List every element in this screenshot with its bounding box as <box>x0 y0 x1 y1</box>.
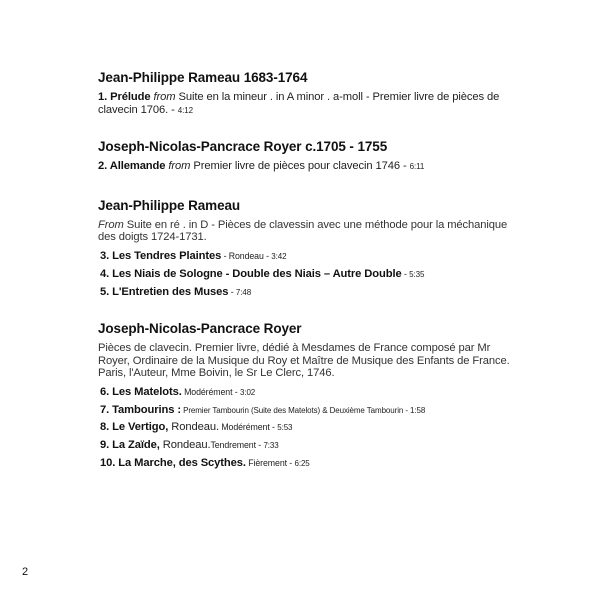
track-detail: - Rondeau - <box>221 250 272 261</box>
track-number-title: 1. Prélude <box>98 91 151 103</box>
track-duration: 3:42 <box>271 251 287 261</box>
track-title: 3. Les Tendres Plaintes <box>100 249 222 262</box>
from-word: From <box>98 218 124 231</box>
track-form: Rondeau. <box>159 439 211 452</box>
track-detail: Modérément - <box>218 422 278 433</box>
suite-description <box>98 219 518 244</box>
tracklist-page <box>98 70 518 493</box>
track-duration: 7:48 <box>235 287 252 297</box>
track-3 <box>98 250 518 264</box>
track-1 <box>98 91 518 117</box>
track-detail: - <box>401 268 410 279</box>
track-9 <box>98 439 518 453</box>
track-6 <box>98 386 518 400</box>
track-list <box>98 386 518 471</box>
composer-heading: Jean-Philippe Rameau <box>98 197 241 213</box>
track-detail: Tendrement - <box>210 440 264 451</box>
track-duration: 5:35 <box>409 269 425 279</box>
from-word: from <box>168 160 191 173</box>
track-form: Rondeau. <box>168 421 219 434</box>
track-duration: 3:02 <box>239 387 256 397</box>
track-2 <box>98 160 518 174</box>
collection-description: Pièces de clavecin. Premier livre, dédié à Mesdames de France composé par Mr Royer, Ordinaire de la Musique du Roy et Maître de Musique des Enfants de France. Paris, l'Auteur, Mme Boivin, le Sr Le Clerc, 1746. <box>98 342 510 380</box>
track-title: 5. L'Entretien des Muses <box>100 285 229 298</box>
composer-heading: Jean-Philippe Rameau 1683-1764 <box>98 70 308 85</box>
section-rameau-1 <box>98 70 518 117</box>
track-duration: 5:53 <box>277 423 293 433</box>
track-5 <box>98 286 518 300</box>
track-title: 10. La Marche, des Scythes. <box>100 457 246 470</box>
from-word: from <box>153 91 176 103</box>
suite-description-text: Suite en ré . in D - Pièces de clavessin avec une méthode pour la méchanique des doigts 1724-1731. <box>98 218 508 244</box>
track-7 <box>98 404 518 418</box>
page-number: 2 <box>22 566 29 578</box>
track-duration: 7:33 <box>263 441 279 451</box>
track-source: Suite en la mineur . in A minor . a-moll - Premier livre de pièces de clavecin 1706. - <box>98 91 500 116</box>
track-title: 8. Le Vertigo, <box>100 421 169 434</box>
section-royer-1 <box>98 139 518 174</box>
track-duration: 6:11 <box>409 162 425 172</box>
track-source: Premier livre de pièces pour clavecin 1746 - <box>190 160 410 173</box>
section-rameau-2 <box>98 198 518 299</box>
track-detail: Modérément - <box>181 386 240 397</box>
track-10 <box>98 457 518 471</box>
track-title: 7. Tambourins : <box>100 403 181 416</box>
track-detail: Fièrement - <box>245 458 295 469</box>
track-duration: 4:12 <box>177 105 193 115</box>
composer-heading: Joseph-Nicolas-Pancrace Royer c.1705 - 1755 <box>98 139 388 155</box>
section-royer-2 <box>98 321 518 471</box>
track-title: 4. Les Niais de Sologne - Double des Niais – Autre Double <box>100 267 402 280</box>
track-title: 9. La Zaïde, <box>100 439 160 452</box>
track-list <box>98 250 518 299</box>
track-4 <box>98 268 518 282</box>
track-detail: Premier Tambourin (Suite des Matelots) & Deuxième Tambourin - <box>180 405 411 415</box>
track-duration: 6:25 <box>294 459 310 469</box>
track-8 <box>98 421 518 435</box>
track-number-title: 2. Allemande <box>98 160 166 173</box>
track-duration: 1:58 <box>410 405 426 415</box>
track-detail: - <box>228 286 236 297</box>
track-title: 6. Les Matelots. <box>100 385 182 398</box>
composer-heading: Joseph-Nicolas-Pancrace Royer <box>98 321 302 337</box>
